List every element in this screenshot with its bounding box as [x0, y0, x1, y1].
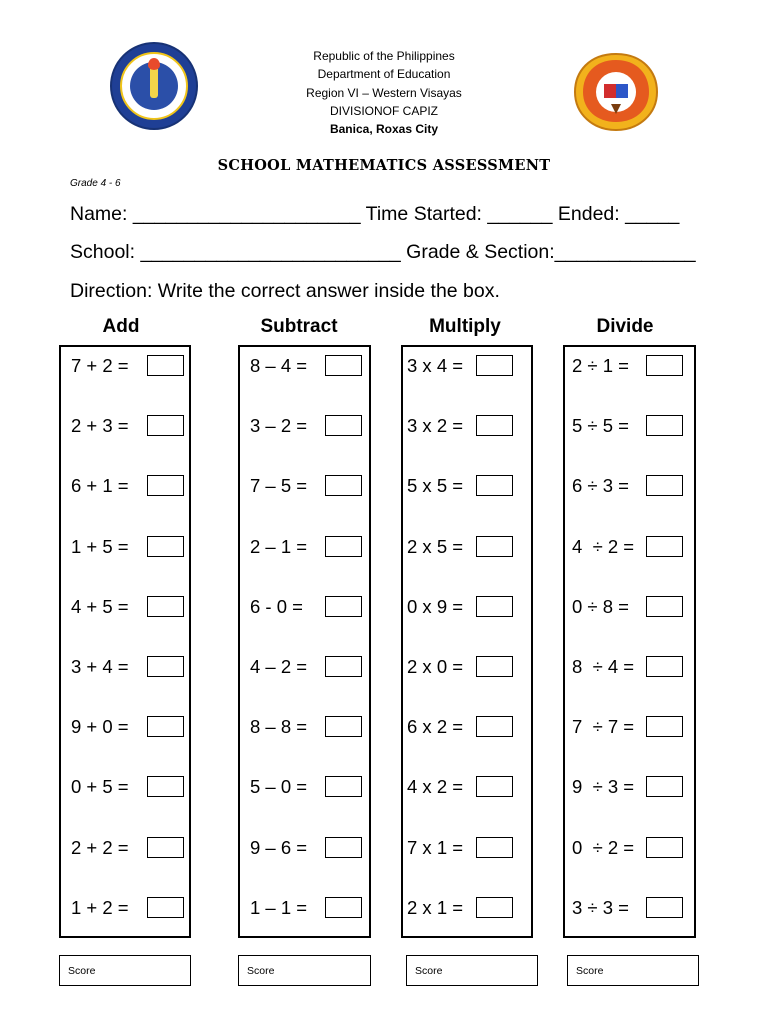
- divide-problem: [572, 774, 634, 800]
- problem-text: 2 x 1 =: [407, 896, 464, 918]
- add-problem: [71, 895, 129, 921]
- problem-text: 3 ÷ 3 =: [572, 896, 629, 918]
- answer-box[interactable]: [147, 716, 184, 737]
- multiply-problem: [407, 353, 463, 379]
- problem-text: 2 ÷ 1 =: [572, 355, 629, 376]
- problem-text: 5 – 0 =: [250, 776, 308, 798]
- answer-box[interactable]: [325, 716, 362, 737]
- answer-box[interactable]: [147, 415, 184, 436]
- grade-level: Grade 4 - 6: [70, 178, 121, 189]
- problem-text: 9 ÷ 3 =: [572, 776, 635, 798]
- heading-divide: Divide: [596, 316, 654, 337]
- header-city: Banica, Roxas City: [329, 122, 439, 136]
- header-region: Region VI – Western Visayas: [306, 86, 462, 100]
- add-problem: [71, 353, 129, 379]
- multiply-problem: [407, 895, 463, 921]
- header-republic: Republic of the Philippines: [313, 49, 455, 63]
- add-problem: [71, 413, 129, 439]
- answer-box[interactable]: [476, 536, 513, 557]
- answer-box[interactable]: [325, 656, 362, 677]
- add-problem: [71, 594, 129, 620]
- problem-text: 6 - 0 =: [250, 595, 303, 617]
- answer-box[interactable]: [646, 355, 683, 376]
- multiply-problem: [407, 534, 463, 560]
- answer-box[interactable]: [147, 536, 184, 557]
- heading-subtract: Subtract: [260, 316, 338, 337]
- answer-box[interactable]: [646, 415, 683, 436]
- divide-column: [563, 345, 696, 938]
- answer-box[interactable]: [325, 355, 362, 376]
- divide-problem: [572, 534, 634, 560]
- problem-text: 0 x 9 =: [407, 595, 464, 617]
- answer-box[interactable]: [147, 355, 184, 376]
- school-line: School: ________________________ Grade & Section:_____________: [70, 241, 696, 263]
- multiply-problem: [407, 774, 463, 800]
- page-title: SCHOOL MATHEMATICS ASSESSMENT: [217, 157, 551, 174]
- problem-text: 7 ÷ 7 =: [572, 716, 635, 738]
- answer-box[interactable]: [147, 596, 184, 617]
- subtract-problem: [250, 835, 307, 861]
- score-box-divide[interactable]: Score: [567, 955, 699, 986]
- answer-box[interactable]: [325, 475, 362, 496]
- answer-box[interactable]: [325, 596, 362, 617]
- answer-box[interactable]: [147, 837, 184, 858]
- problem-text: 5 ÷ 5 =: [572, 415, 629, 437]
- divide-problem: [572, 353, 629, 379]
- subtract-problem: [250, 534, 307, 560]
- answer-box[interactable]: [147, 475, 184, 496]
- add-problem: [71, 835, 129, 861]
- divide-problem: [572, 895, 629, 921]
- problem-text: 3 + 4 =: [71, 656, 129, 677]
- problem-text: 3 x 4 =: [407, 355, 464, 376]
- subtract-problem: [250, 473, 307, 499]
- answer-box[interactable]: [646, 596, 683, 617]
- answer-box[interactable]: [646, 475, 683, 496]
- heading-multiply: Multiply: [429, 316, 501, 337]
- subtract-column: [238, 345, 371, 938]
- problem-text: 4 – 2 =: [250, 656, 308, 677]
- add-problem: [71, 654, 129, 680]
- answer-box[interactable]: [325, 837, 362, 858]
- problem-text: 7 – 5 =: [250, 475, 308, 497]
- answer-box[interactable]: [646, 716, 683, 737]
- problem-text: 3 – 2 =: [250, 415, 308, 437]
- problem-text: 4 x 2 =: [407, 776, 464, 798]
- multiply-problem: [407, 654, 463, 680]
- answer-box[interactable]: [476, 596, 513, 617]
- add-column: [59, 345, 191, 938]
- subtract-problem: [250, 714, 307, 740]
- answer-box[interactable]: [476, 716, 513, 737]
- problem-text: 0 ÷ 2 =: [572, 836, 635, 858]
- subtract-problem: [250, 654, 307, 680]
- divide-problem: [572, 835, 634, 861]
- divide-problem: [572, 594, 629, 620]
- header-department: Department of Education: [317, 67, 451, 81]
- answer-box[interactable]: [476, 355, 513, 376]
- problem-text: 8 – 4 =: [250, 355, 308, 376]
- problem-text: 9 + 0 =: [71, 716, 129, 738]
- answer-box[interactable]: [476, 897, 513, 918]
- problem-text: 6 + 1 =: [71, 475, 129, 497]
- problem-text: 3 x 2 =: [407, 415, 464, 437]
- direction-text: Direction: Write the correct answer inside the box.: [70, 280, 500, 302]
- answer-box[interactable]: [476, 776, 513, 797]
- problem-text: 0 + 5 =: [71, 776, 129, 798]
- problem-text: 2 + 3 =: [71, 415, 129, 437]
- multiply-problem: [407, 835, 463, 861]
- divide-problem: [572, 473, 629, 499]
- name-line: Name: _____________________ Time Started: ______ Ended: _____: [70, 203, 680, 225]
- score-box-multiply[interactable]: Score: [406, 955, 538, 986]
- answer-box[interactable]: [325, 536, 362, 557]
- problem-text: 1 – 1 =: [250, 896, 308, 918]
- multiply-column: [401, 345, 533, 938]
- answer-box[interactable]: [325, 776, 362, 797]
- header-division: DIVISIONOF CAPIZ: [329, 104, 438, 118]
- problem-text: 4 + 5 =: [71, 595, 129, 617]
- answer-box[interactable]: [646, 897, 683, 918]
- heading-add: Add: [102, 316, 140, 337]
- answer-box[interactable]: [476, 837, 513, 858]
- problem-text: 4 ÷ 2 =: [572, 535, 635, 557]
- divide-problem: [572, 714, 634, 740]
- add-problem: [71, 473, 129, 499]
- add-problem: [71, 774, 129, 800]
- problem-text: 1 + 5 =: [71, 535, 129, 557]
- answer-box[interactable]: [147, 897, 184, 918]
- divide-problem: [572, 413, 629, 439]
- problem-text: 2 + 2 =: [71, 836, 129, 858]
- subtract-problem: [250, 774, 307, 800]
- answer-box[interactable]: [325, 897, 362, 918]
- subtract-problem: [250, 895, 307, 921]
- problem-text: 9 – 6 =: [250, 836, 308, 858]
- answer-box[interactable]: [646, 536, 683, 557]
- subtract-problem: [250, 594, 303, 620]
- multiply-problem: [407, 473, 463, 499]
- answer-box[interactable]: [646, 837, 683, 858]
- subtract-problem: [250, 353, 307, 379]
- score-box-add[interactable]: Score: [59, 955, 191, 986]
- answer-box[interactable]: [476, 475, 513, 496]
- score-box-subtract[interactable]: Score: [238, 955, 371, 986]
- answer-box[interactable]: [325, 415, 362, 436]
- answer-box[interactable]: [476, 415, 513, 436]
- answer-box[interactable]: [646, 656, 683, 677]
- answer-box[interactable]: [476, 656, 513, 677]
- add-problem: [71, 714, 129, 740]
- problem-text: 7 + 2 =: [71, 355, 129, 376]
- problem-text: 6 ÷ 3 =: [572, 475, 629, 497]
- problem-text: 2 x 0 =: [407, 656, 464, 677]
- problem-text: 2 x 5 =: [407, 535, 464, 557]
- problem-text: 5 x 5 =: [407, 475, 464, 497]
- problem-text: 1 + 2 =: [71, 896, 129, 918]
- problem-text: 6 x 2 =: [407, 716, 464, 738]
- problem-text: 8 ÷ 4 =: [572, 656, 635, 677]
- problem-text: 7 x 1 =: [407, 836, 464, 858]
- answer-box[interactable]: [147, 656, 184, 677]
- problem-text: 8 – 8 =: [250, 716, 308, 738]
- answer-box[interactable]: [147, 776, 184, 797]
- divide-problem: [572, 654, 634, 680]
- subtract-problem: [250, 413, 307, 439]
- answer-box[interactable]: [646, 776, 683, 797]
- problem-text: 0 ÷ 8 =: [572, 595, 629, 617]
- multiply-problem: [407, 594, 463, 620]
- multiply-problem: [407, 413, 463, 439]
- multiply-problem: [407, 714, 463, 740]
- problem-text: 2 – 1 =: [250, 535, 308, 557]
- add-problem: [71, 534, 129, 560]
